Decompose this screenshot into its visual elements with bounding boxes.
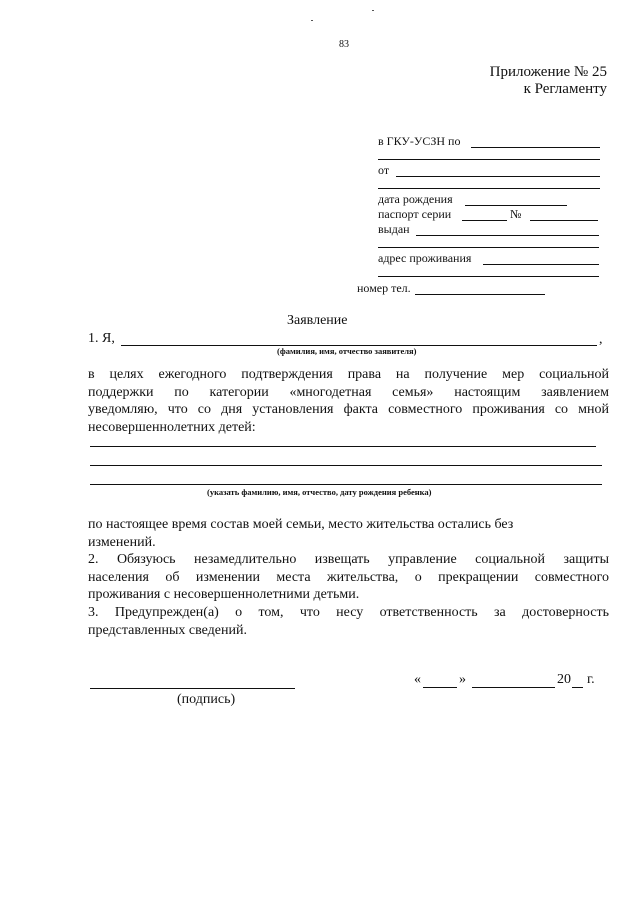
applicant-name-comma: , [599,332,603,347]
phone-field[interactable] [415,294,545,295]
date-year-field[interactable] [572,687,583,688]
from-field-2[interactable] [378,188,600,189]
item1-line: уведомляю, что со дня установления факта совместного проживания со мной [88,402,609,417]
passport-series-label: паспорт серии [378,207,452,221]
item3-line: представленных сведений. [88,622,247,638]
continuation-line: изменений. [88,534,156,550]
document-title: Заявление [287,313,348,328]
date-quote-close: » [459,672,466,687]
item1-prefix: 1. Я, [88,331,115,346]
date-year-suffix: г. [587,672,595,687]
date-quote-open: « [414,672,421,687]
item3-line: 3. Предупрежден(а) о том, что несу ответственность за достоверность [88,605,609,620]
date-month-field[interactable] [472,687,555,688]
passport-series-field[interactable] [462,220,507,221]
scan-speck [372,10,374,11]
birth-date-field[interactable] [465,205,567,206]
children-field-3[interactable] [90,484,602,485]
signature-caption: (подпись) [177,692,236,707]
passport-number-label: № [510,207,522,221]
issued-field-2[interactable] [378,247,599,248]
issued-field[interactable] [416,235,599,236]
page-number: 83 [339,39,349,50]
children-field-2[interactable] [90,465,602,466]
addressee-to-field[interactable] [471,147,600,148]
birth-date-label: дата рождения [378,192,453,206]
from-label: от [378,163,390,177]
date-day-field[interactable] [423,687,457,688]
signature-field[interactable] [90,688,295,689]
item2-line: населения об изменении места жительства, о прекращении совместного [88,569,609,585]
item3-paragraph [88,604,609,639]
address-label: адрес проживания [378,251,472,265]
item2-line: проживания с несовершеннолетними детьми. [88,587,360,602]
item1-paragraph [88,366,609,436]
item1-continuation [88,516,609,551]
from-field[interactable] [396,176,600,177]
appendix-number: Приложение № 25 [489,64,607,80]
date-year-prefix: 20 [557,672,571,687]
address-field[interactable] [483,264,599,265]
children-field-1[interactable] [90,446,596,447]
address-field-2[interactable] [378,276,599,277]
passport-number-field[interactable] [530,220,598,221]
children-caption: (указать фамилию, имя, отчество, дату рождения ребенка) [207,487,432,497]
item1-line: поддержки по категории «многодетная семья» настоящим заявлением [88,384,609,400]
item1-line: в целях ежегодного подтверждения права на получение мер социальной [88,367,609,382]
addressee-to-field-2[interactable] [378,159,600,160]
applicant-name-caption: (фамилия, имя, отчество заявителя) [277,346,417,356]
item1-line: несовершеннолетних детей: [88,419,256,435]
item2-paragraph [88,551,609,604]
item2-line: 2. Обязуюсь незамедлительно извещать управление социальной защиты [88,552,609,567]
scan-speck [311,20,313,21]
phone-label: номер тел. [357,281,411,295]
continuation-line: по настоящее время состав моей семьи, место жительства остались без [88,517,514,532]
appendix-reference: к Регламенту [523,81,607,97]
issued-label: выдан [378,222,410,236]
addressee-to-label: в ГКУ-УСЗН по [378,134,461,148]
